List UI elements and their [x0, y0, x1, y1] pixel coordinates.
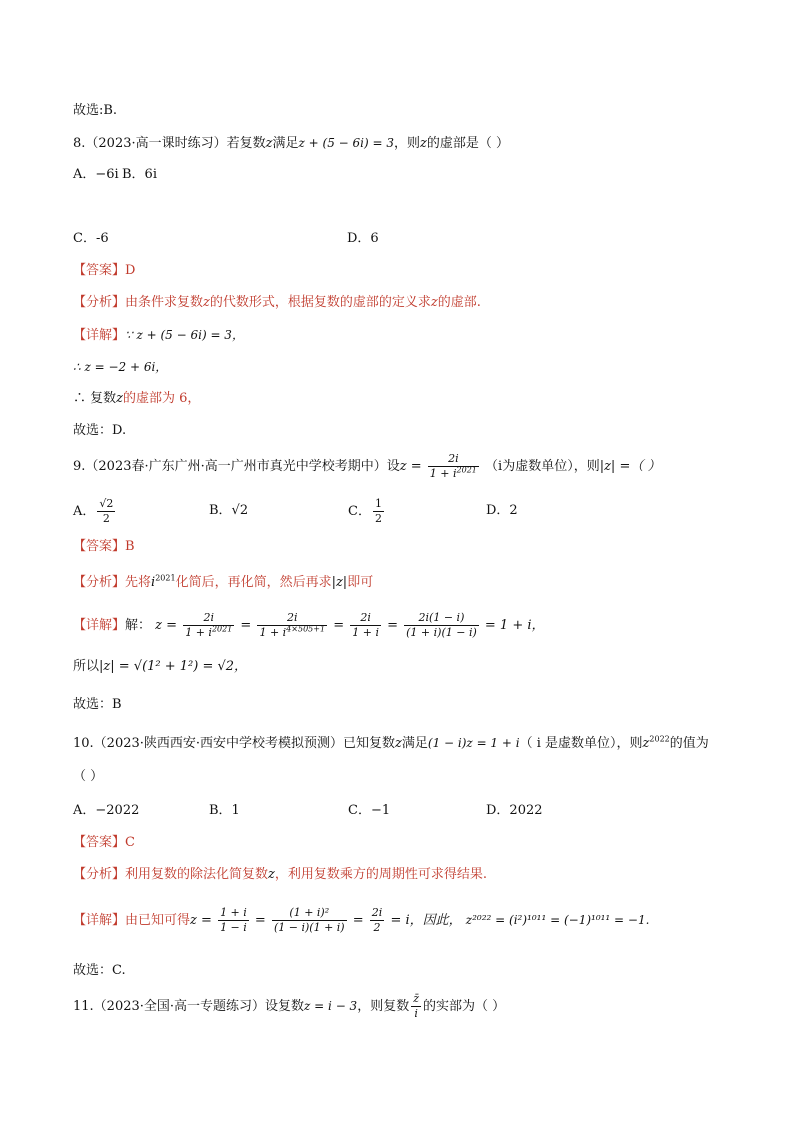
q10-detail: 【详解】由已知可得z = $\frac{1 + i}{1 - i}$ = $\frac{\text{(1 + i)²}}{(1 - i)(1 + i)}$ = $\frac{2i}{2}$ = i，因此， z²⁰²² = (i²)¹⁰¹¹ = (−1)¹⁰¹¹ = −1.	[73, 906, 650, 934]
q10-option-d: D．2022	[486, 803, 543, 818]
q9-detail-line2: 所以|z| = √(1² + 1²) = √2，	[73, 659, 248, 674]
q8-option-a: A．−6i	[73, 167, 119, 182]
q11-stem: 11.（2023·全国·高一专题练习）设复数z = i − 3，则复数 $\frac{z̄}{i}$ 的实部为（ ）	[73, 992, 506, 1020]
q9-option-a: A． $\frac{√2}{2}$	[73, 497, 114, 525]
q10-analysis: 【分析】利用复数的除法化简复数z，利用复数乘方的周期性可求得结果.	[73, 867, 488, 882]
q9-stem: 9.（2023春·广东广州·高一广州市真光中学校考期中）设z = $\frac{2i}{1 + i^{2021}}$ （i为虚数单位），则|z| =（ ）	[73, 452, 661, 480]
q9-option-b: B．√2	[209, 503, 249, 518]
q8-answer: 【答案】D	[73, 263, 136, 278]
q8-detail-line2: ∴ z = −2 + 6i，	[73, 360, 168, 374]
q10-final: 故选：C.	[73, 963, 126, 978]
q8-final: 故选：D.	[73, 423, 127, 438]
q8-detail-line3: ∴ 复数z的虚部为 6，	[73, 391, 201, 406]
q8-option-c: C．-6	[73, 231, 109, 246]
q9-option-c: C． $\frac{1}{2}$	[348, 497, 382, 525]
q10-stem-paren: （ ）	[73, 769, 104, 784]
q8-analysis: 【分析】由条件求复数z的代数形式，根据复数的虚部的定义求z的虚部.	[73, 295, 481, 310]
q8-stem: 8.（2023·高一课时练习）若复数z满足z + (5 − 6i) = 3，则z的虚部是（ ）	[73, 136, 509, 151]
q9-detail: 【详解】解： z = $\frac{2i}{1 + i^{2021}}$ = $\frac{2i}{1 + i^{4\times 505+1}}$ = $\frac{2i}{1 + i}$ = $\frac{2i(1 - i)}{(1 + i)(1 - i)}$ = 1 + i，	[73, 611, 545, 639]
q9-final: 故选：B	[73, 697, 122, 712]
q8-option-b: B．6i	[122, 167, 157, 182]
q9-fraction: $\frac{2i}{1 + i^{2021}}$	[429, 452, 477, 480]
q10-stem: 10.（2023·陕西西安·西安中学校考模拟预测）已知复数z满足(1 − i)z = 1 + i（ i 是虚数单位），则$z^{2022}$的值为	[73, 734, 709, 751]
q10-answer: 【答案】C	[73, 835, 135, 850]
q8-detail: 【详解】∵ z + (5 − 6i) = 3，	[73, 328, 244, 343]
q10-option-c: C．−1	[348, 803, 391, 818]
q10-option-b: B．1	[209, 803, 240, 818]
q9-answer: 【答案】B	[73, 539, 135, 554]
q10-option-a: A．−2022	[73, 803, 140, 818]
q9-option-d: D．2	[486, 503, 518, 518]
q9-analysis: 【分析】先将$i^{2021}$化简后，再化简，然后再求|z|即可	[73, 573, 374, 590]
q7-final-answer: 故选:B.	[73, 103, 118, 118]
q8-option-d: D．6	[347, 231, 379, 246]
